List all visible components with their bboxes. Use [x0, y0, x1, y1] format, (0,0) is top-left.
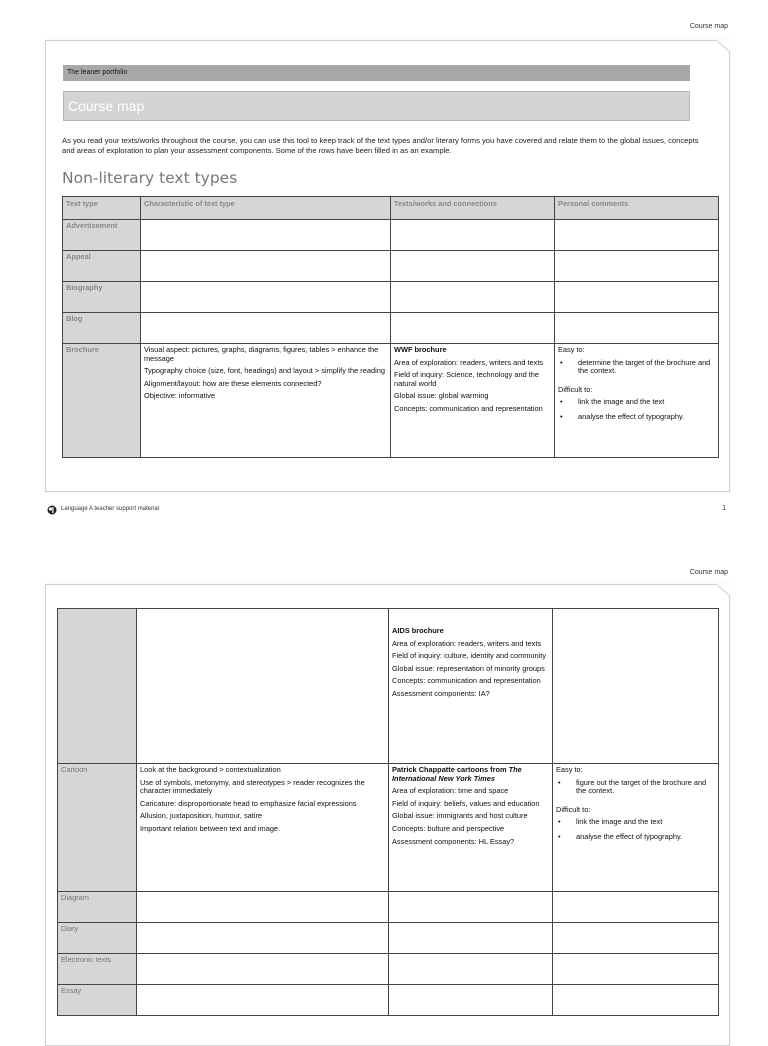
characteristic-text: Caricature: disproportionate head to emphasize facial expressions [140, 798, 357, 808]
intro-paragraph: As you read your texts/works throughout the course, you can use this tool to keep track of the text types and/or literary forms you have covered and relate them to the global issues, concepts and areas of exploration to plan your assessment components. Some of the rows have been filled in as an example. [62, 136, 699, 155]
connection-text: Field of inquiry: culture, identity and community [392, 651, 547, 661]
empty-cell[interactable] [137, 985, 389, 1016]
table-row [63, 313, 719, 344]
easy-label: Easy to: [556, 765, 583, 774]
column-header: Texts/works and connections [391, 197, 555, 220]
table-row [63, 251, 719, 282]
table-row-cartoon [58, 764, 719, 892]
column-header: Personal comments [555, 197, 719, 220]
empty-cell[interactable] [555, 282, 719, 313]
text-type-cell: Essay [58, 985, 137, 1016]
column-header: Characteristic of text type [141, 197, 391, 220]
empty-cell[interactable] [555, 313, 719, 344]
connection-text: Concepts: communication and representation [392, 676, 541, 686]
text-type-cell: Brochure [63, 344, 141, 458]
text-type-cell: Appeal [63, 251, 141, 282]
characteristic-text: Alignment/layout: how are these elements connected? [144, 378, 322, 388]
text-type-cell: Cartoon [58, 764, 137, 892]
comment-bullet: • analyse the effect of typography. [558, 413, 715, 422]
empty-cell[interactable] [137, 892, 389, 923]
running-header: Course map [689, 569, 728, 576]
connection-text: Global issue: representation of minority groups [392, 663, 545, 673]
difficult-label: Difficult to: [556, 804, 591, 814]
text-type-cell: Advertisement [63, 220, 141, 251]
empty-cell[interactable] [389, 985, 553, 1016]
characteristics-cell [141, 344, 391, 458]
characteristic-text: Visual aspect: pictures, graphs, diagrams, figures, tables > enhance the message [144, 345, 379, 363]
portfolio-label: The leaner portfolio [63, 65, 690, 81]
text-types-table [62, 196, 719, 458]
empty-cell[interactable] [391, 220, 555, 251]
table-row [58, 985, 719, 1016]
ib-logo-icon [47, 505, 57, 515]
empty-cell[interactable] [389, 954, 553, 985]
empty-cell[interactable] [137, 609, 389, 764]
page-number: 1 [722, 505, 726, 512]
connection-text: Global issue: global warming [394, 391, 489, 401]
page-fold-icon [716, 584, 730, 596]
table-row [63, 282, 719, 313]
work-title [392, 766, 549, 783]
empty-cell[interactable] [553, 609, 719, 764]
comments-cell [553, 764, 719, 892]
empty-cell[interactable] [137, 923, 389, 954]
empty-cell[interactable] [141, 251, 391, 282]
connection-text: Assessment components: HL Essay? [392, 836, 515, 846]
empty-cell[interactable] [141, 282, 391, 313]
work-title: AIDS brochure [392, 626, 444, 635]
connection-text: Global issue: immigrants and host culture [392, 811, 528, 821]
characteristic-text: Objective: informative [144, 391, 216, 401]
comment-bullet: • analyse the effect of typography. [556, 833, 715, 842]
empty-cell[interactable] [391, 251, 555, 282]
empty-cell[interactable] [553, 923, 719, 954]
connections-cell [389, 764, 553, 892]
table-header-row [63, 197, 719, 220]
empty-cell[interactable] [137, 954, 389, 985]
connection-text: Field of inquiry: beliefs, values and education [392, 798, 540, 808]
text-type-cell: Blog [63, 313, 141, 344]
connection-text: Assessment components: IA? [392, 688, 490, 698]
comment-bullet: • link the image and the text [558, 398, 715, 407]
empty-cell[interactable] [391, 282, 555, 313]
text-type-cell: Diagram [58, 892, 137, 923]
table-row [58, 892, 719, 923]
characteristic-text: Important relation between text and image. [140, 823, 281, 833]
empty-cell[interactable] [141, 313, 391, 344]
text-types-table-continued [57, 608, 719, 1016]
text-type-cell [58, 609, 137, 764]
comment-bullet: • figure out the target of the brochure and the context. [556, 779, 715, 796]
table-row [63, 220, 719, 251]
characteristic-text: Allusion, juxtaposition, humour, satire [140, 811, 263, 821]
section-title: Non-literary text types [62, 169, 238, 187]
connection-text: Area of exploration: readers, writers and texts [394, 357, 544, 367]
page-2 [45, 584, 730, 1046]
work-title-prefix: Patrick Chappatte cartoons from [392, 765, 509, 774]
comment-bullet: • link the image and the text [556, 818, 715, 827]
characteristics-cell [137, 764, 389, 892]
empty-cell[interactable] [389, 892, 553, 923]
easy-label: Easy to: [558, 345, 585, 354]
empty-cell[interactable] [555, 251, 719, 282]
characteristic-text: Look at the background > contextualization [140, 765, 281, 774]
page-1 [45, 40, 730, 492]
comments-cell [555, 344, 719, 458]
difficult-label: Difficult to: [558, 384, 593, 394]
text-type-cell: Diary [58, 923, 137, 954]
connection-text: Concepts: communication and representation [394, 403, 543, 413]
empty-cell[interactable] [553, 954, 719, 985]
text-type-cell: Biography [63, 282, 141, 313]
column-header: Text type [63, 197, 141, 220]
table-row-aids [58, 609, 719, 764]
empty-cell[interactable] [555, 220, 719, 251]
text-type-cell: Electronic texts [58, 954, 137, 985]
empty-cell[interactable] [553, 892, 719, 923]
connection-text: Area of exploration: time and space [392, 786, 509, 796]
empty-cell[interactable] [553, 985, 719, 1016]
empty-cell[interactable] [141, 220, 391, 251]
characteristic-text: Typography choice (size, font, headings) and layout > simplify the reading [144, 366, 385, 376]
connection-text: Area of exploration: readers, writers and texts [392, 638, 542, 648]
connection-text: Field of inquiry: Science, technology and the natural world [394, 370, 540, 388]
footer-text: Language A teacher support material [61, 506, 160, 512]
comment-bullet: • determine the target of the brochure and the context. [558, 359, 715, 376]
connection-text: Concepts: bulture and perspective [392, 823, 505, 833]
empty-cell[interactable] [391, 313, 555, 344]
connections-cell [389, 609, 553, 764]
work-title: WWF brochure [394, 345, 447, 354]
table-row [58, 923, 719, 954]
connections-cell [391, 344, 555, 458]
table-row [58, 954, 719, 985]
running-header: Course map [689, 23, 728, 30]
page-title: Course map [63, 91, 690, 121]
work-title-italic: The International New York Times [392, 765, 522, 783]
page-fold-icon [716, 40, 730, 52]
characteristic-text: Use of symbols, metonymy, and stereotypes > reader recognizes the character immediately [140, 777, 365, 796]
empty-cell[interactable] [389, 923, 553, 954]
table-row-brochure [63, 344, 719, 458]
